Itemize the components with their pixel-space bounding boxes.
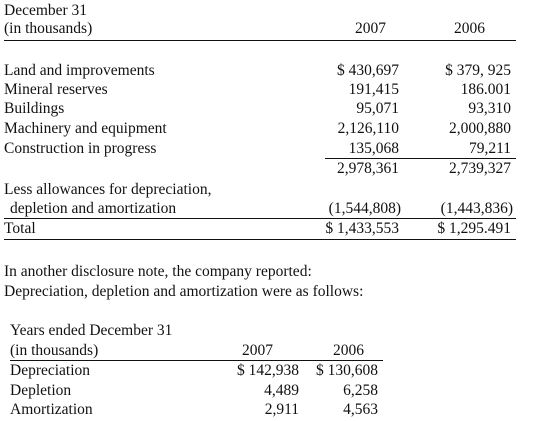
table1-row-value-2006: 79,211: [468, 140, 511, 157]
table2-header-units: (in thousands): [10, 342, 99, 359]
table2-row-label: Depletion: [10, 382, 72, 399]
note-line2: Depreciation, depletion and amortization were as follows:: [4, 283, 364, 300]
total-value-2007: $ 1,433,553: [325, 220, 399, 237]
table2-row-label: Depreciation: [10, 362, 91, 379]
table2-col-2007: 2007: [242, 342, 273, 359]
table1-col-2006: 2006: [454, 20, 485, 37]
total-bottom-rule: [4, 239, 516, 240]
table1-header-date: December 31: [4, 2, 88, 19]
subtotal-value-2007: 2,978,361: [337, 160, 399, 177]
table2-row-value-2006: 6,258: [343, 382, 378, 399]
table1-row-label: Buildings: [4, 100, 65, 117]
table2-row-value-2007: 4,489: [264, 382, 299, 399]
table1-row-value-2007: 2,126,110: [337, 120, 399, 137]
table2-col-2006: 2006: [333, 342, 364, 359]
table1-row-label: Mineral reserves: [4, 81, 108, 98]
table2-header-rule: [10, 360, 383, 361]
table2-row-value-2007: $ 142,938: [237, 362, 299, 379]
subtotal-value-2006: 2,739,327: [449, 160, 511, 177]
table1-row-value-2006: 2,000,880: [449, 120, 511, 137]
table1-col-2007: 2007: [355, 20, 386, 37]
table2-row-value-2007: 2,911: [264, 401, 299, 418]
table1-row-value-2007: 95,071: [356, 100, 399, 117]
table1-row-value-2006: 186.001: [460, 81, 511, 98]
total-value-2006: $ 1,295.491: [437, 220, 511, 237]
table2-header-years: Years ended December 31: [10, 322, 173, 339]
table2-row-value-2006: $ 130,608: [316, 362, 378, 379]
note-line1: In another disclosure note, the company reported:: [4, 263, 312, 280]
table1-row-value-2006: $ 379, 925: [445, 62, 511, 79]
subtotal-rule: [325, 158, 516, 159]
total-top-rule: [4, 218, 516, 219]
table1-header-rule: [4, 40, 516, 41]
allowance-value-2007: (1,544,808): [328, 200, 401, 217]
table1-row-label: Land and improvements: [4, 62, 155, 79]
allowance-label-line1: Less allowances for depreciation,: [4, 181, 212, 198]
allowance-label-line2: depletion and amortization: [10, 200, 177, 217]
table1-row-label: Machinery and equipment: [4, 120, 167, 137]
table1-row-value-2007: $ 430,697: [337, 62, 399, 79]
table1-row-value-2007: 191,415: [348, 81, 399, 98]
total-label: Total: [4, 220, 36, 237]
table2-row-value-2006: 4,563: [343, 401, 378, 418]
allowance-value-2006: (1,443,836): [440, 200, 513, 217]
table1-header-units: (in thousands): [4, 20, 93, 37]
table2-row-label: Amortization: [10, 401, 93, 418]
table1-row-label: Construction in progress: [4, 140, 157, 157]
table1-row-value-2007: 135,068: [348, 140, 399, 157]
table1-row-value-2006: 93,310: [468, 100, 511, 117]
